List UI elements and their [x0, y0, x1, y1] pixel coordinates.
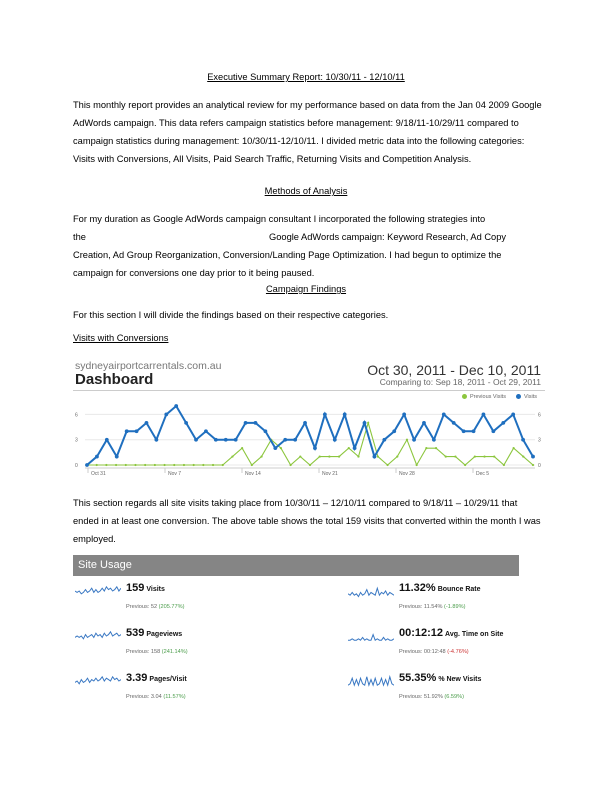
methods-rest: Creation, Ad Group Reorganization, Conversion/Landing Page Optimization. I had begun to optimize the campaign for conversions one day prior to it being paused. — [73, 250, 502, 278]
metric-previous-value: Previous: 158 — [126, 649, 162, 655]
visits-point — [452, 421, 456, 425]
sparkline — [75, 587, 121, 594]
visits-point — [194, 438, 198, 442]
previous-visits-point — [367, 422, 369, 424]
visits-point — [293, 438, 297, 442]
visits-point — [432, 438, 436, 442]
methods-line-1: For my duration as Google AdWords campaign consultant I incorporated the following strategies into — [73, 214, 486, 224]
previous-visits-point — [328, 455, 330, 457]
previous-visits-point — [96, 464, 98, 466]
metric-value: 11.32% — [399, 582, 436, 594]
visits-point — [264, 429, 268, 433]
visits-point — [442, 413, 446, 417]
visits-point — [491, 429, 495, 433]
metric-label: Bounce Rate — [437, 586, 481, 593]
metric-pageviews — [75, 627, 295, 661]
sparkline-icon — [75, 629, 121, 643]
sparkline — [348, 588, 394, 596]
metric-label: Pages/Visit — [149, 676, 187, 683]
metric-value: 3.39 — [126, 672, 148, 684]
y-tick-label-right: 6 — [538, 412, 541, 419]
previous-visits-point — [532, 464, 534, 466]
visits-point — [303, 421, 307, 425]
sparkline — [348, 677, 394, 685]
previous-visits-point — [319, 455, 321, 457]
metric-value: 55.35% — [399, 672, 437, 684]
visits-point — [501, 421, 505, 425]
visits-point — [402, 413, 406, 417]
methods-paragraph — [73, 210, 543, 282]
previous-visits-series-line — [87, 423, 533, 465]
visits-point — [164, 413, 168, 417]
visits-heading: Visits with Conversions — [73, 333, 169, 343]
visits-point — [392, 429, 396, 433]
metric-previous — [399, 649, 469, 655]
metric-pages-visit — [75, 672, 295, 706]
previous-visits-point — [513, 447, 515, 449]
metric-previous — [126, 604, 184, 610]
dashboard-site: sydneyairportcarrentals.com.au — [75, 360, 222, 372]
visits-point — [135, 429, 139, 433]
site-usage-header: Site Usage — [73, 555, 519, 576]
report-title: Executive Summary Report: 10/30/11 - 12/10/11 — [207, 72, 405, 82]
legend-previous-swatch — [462, 394, 467, 399]
metric-change: (-1.89%) — [443, 604, 466, 610]
previous-visits-point — [522, 455, 524, 457]
visits-point — [145, 421, 149, 425]
visits-point — [313, 446, 317, 450]
previous-visits-point — [290, 464, 292, 466]
methods-heading: Methods of Analysis — [264, 186, 348, 196]
previous-visits-point — [222, 464, 224, 466]
metric-previous — [399, 604, 465, 610]
previous-visits-point — [377, 455, 379, 457]
metric-label: Pageviews — [146, 631, 183, 638]
visits-point — [95, 455, 99, 459]
previous-visits-point — [445, 455, 447, 457]
previous-visits-point — [309, 464, 311, 466]
previous-visits-point — [260, 455, 262, 457]
previous-visits-point — [173, 464, 175, 466]
visits-point — [273, 446, 277, 450]
previous-visits-point — [503, 464, 505, 466]
metric-previous — [126, 649, 188, 655]
visits-point — [412, 438, 416, 442]
site-usage-panel — [73, 555, 519, 700]
previous-visits-point — [406, 439, 408, 441]
findings-paragraph: For this section I will divide the findings based on their respective categories. — [73, 310, 389, 320]
visits-point — [224, 438, 228, 442]
sparkline — [348, 635, 394, 641]
sparkline-icon — [75, 674, 121, 688]
visits-point — [521, 438, 525, 442]
visits-point — [105, 438, 109, 442]
dashboard-date-range: Oct 30, 2011 - Dec 10, 2011 — [367, 362, 541, 378]
visits-point — [353, 446, 357, 450]
previous-visits-point — [396, 455, 398, 457]
sparkline-icon — [348, 674, 394, 688]
previous-visits-point — [144, 464, 146, 466]
previous-visits-point — [425, 447, 427, 449]
previous-visits-point — [348, 447, 350, 449]
x-tick-label: Nov 28 — [399, 471, 415, 477]
metric-value-row — [399, 582, 481, 594]
visits-point — [244, 421, 248, 425]
intro-paragraph: This monthly report provides an analytical review for my performance based on data from the Jan 04 2009 Google AdWords campaign. This data refers campaign statistics before management: 9/18/11-10/29/11 compared to campaign statistics during management: 10/30/11-12/10/11. I divided metric data into the following categories: Visits with Conversions, All Visits, Paid Search Traffic, Returning Visits and Competition Analysis. — [73, 100, 542, 164]
y-tick-label-left: 0 — [75, 463, 78, 469]
visits-point — [283, 438, 287, 442]
metric-change: (6.59%) — [444, 694, 464, 700]
metric-label: % New Visits — [438, 676, 482, 683]
visits-point — [184, 421, 188, 425]
metric-bounce-rate — [348, 582, 568, 616]
metric-value-row — [126, 582, 165, 594]
y-tick-label-left: 6 — [75, 412, 78, 419]
metric-value-row — [399, 672, 481, 684]
metric-change: (11.57%) — [163, 694, 186, 700]
sparkline-icon — [348, 629, 394, 643]
previous-visits-point — [241, 447, 243, 449]
metric-change: (-4.76%) — [447, 649, 469, 655]
dashboard-comparing: Comparing to: Sep 18, 2011 - Oct 29, 2011 — [379, 377, 541, 387]
x-tick-label: Oct 31 — [91, 471, 106, 477]
metric-previous — [399, 694, 464, 700]
previous-visits-point — [454, 455, 456, 457]
dashboard-title: Dashboard — [75, 371, 154, 388]
previous-visits-point — [251, 464, 253, 466]
previous-visits-point — [193, 464, 195, 466]
sparkline-icon — [348, 584, 394, 598]
metric-avg-time-on-site — [348, 627, 568, 661]
previous-visits-point — [493, 455, 495, 457]
legend-previous-label: Previous Visits — [469, 394, 506, 400]
metric-change: (241.14%) — [161, 649, 188, 655]
findings-heading: Campaign Findings — [265, 284, 347, 294]
y-tick-label-right: 3 — [538, 437, 541, 444]
metric-value-row — [126, 627, 182, 639]
visits-point — [254, 421, 258, 425]
previous-visits-point — [357, 455, 359, 457]
x-tick-label: Nov 14 — [245, 471, 261, 477]
previous-visits-point — [299, 455, 301, 457]
previous-visits-point — [163, 464, 165, 466]
visits-point — [373, 455, 377, 459]
dashboard-panel — [73, 360, 545, 485]
visits-point — [462, 429, 466, 433]
metric-previous-value: Previous: 51.92% — [399, 694, 445, 700]
metric-label: Avg. Time on Site — [445, 631, 504, 638]
previous-visits-point — [212, 464, 214, 466]
legend-current-swatch — [516, 394, 521, 399]
methods-line-2b: Google AdWords campaign: Keyword Research, Ad Copy — [269, 232, 507, 242]
x-tick-label: Nov 21 — [322, 471, 338, 477]
metric-previous-value: Previous: 11.54% — [399, 604, 444, 610]
previous-visits-point — [483, 455, 485, 457]
sparkline-icon — [75, 584, 121, 598]
divider — [73, 390, 545, 391]
methods-line-2 — [73, 228, 543, 246]
visits-point — [234, 438, 238, 442]
previous-visits-point — [464, 464, 466, 466]
metric-value: 539 — [126, 627, 145, 639]
visits-line-chart — [73, 400, 545, 480]
legend-current-label: Visits — [523, 394, 537, 400]
visits-point — [343, 413, 347, 417]
previous-visits-point — [386, 464, 388, 466]
visits-point — [174, 404, 178, 408]
visits-point — [363, 421, 367, 425]
metric-previous — [126, 694, 186, 700]
visits-point — [531, 455, 535, 459]
visits-point — [333, 438, 337, 442]
visits-point — [204, 429, 208, 433]
previous-visits-point — [435, 447, 437, 449]
visits-point — [125, 429, 129, 433]
previous-visits-point — [416, 464, 418, 466]
visits-point — [382, 438, 386, 442]
metric-value-row — [126, 672, 187, 684]
metric-visits — [75, 582, 295, 616]
visits-point — [511, 413, 515, 417]
previous-visits-point — [280, 447, 282, 449]
previous-visits-point — [474, 455, 476, 457]
visits-point — [323, 413, 327, 417]
after-chart-paragraph: This section regards all site visits taking place from 10/30/11 – 12/10/11 compared to 9/18/11 – 10/29/11 that ended in at least one conversion. The above table shows the total 159 visits that converted within the month I was employed. — [73, 498, 541, 544]
metric--new-visits — [348, 672, 568, 706]
previous-visits-point — [154, 464, 156, 466]
visits-point — [482, 413, 486, 417]
visits-point — [472, 429, 476, 433]
sparkline — [75, 677, 121, 684]
x-tick-label: Nov 7 — [168, 471, 182, 477]
previous-visits-point — [115, 464, 117, 466]
metric-value: 159 — [126, 582, 145, 594]
metric-value: 00:12:12 — [399, 627, 444, 639]
sparkline — [75, 632, 121, 639]
visits-point — [85, 463, 89, 467]
y-tick-label-left: 3 — [75, 437, 78, 444]
previous-visits-point — [183, 464, 185, 466]
methods-line-2a: the — [73, 232, 86, 242]
metric-change: (205.77%) — [158, 604, 185, 610]
previous-visits-point — [202, 464, 204, 466]
metric-previous-value: Previous: 00:12:48 — [399, 649, 448, 655]
previous-visits-point — [231, 455, 233, 457]
visits-point — [154, 438, 158, 442]
previous-visits-point — [338, 455, 340, 457]
metric-previous-value: Previous: 52 — [126, 604, 159, 610]
previous-visits-point — [105, 464, 107, 466]
metric-value-row — [399, 627, 503, 639]
visits-point — [115, 455, 119, 459]
x-tick-label: Dec 5 — [476, 471, 490, 477]
metric-previous-value: Previous: 3.04 — [126, 694, 164, 700]
visits-point — [422, 421, 426, 425]
metric-label: Visits — [146, 586, 165, 593]
y-tick-label-right: 0 — [538, 463, 541, 469]
visits-point — [214, 438, 218, 442]
previous-visits-point — [134, 464, 136, 466]
previous-visits-point — [125, 464, 127, 466]
